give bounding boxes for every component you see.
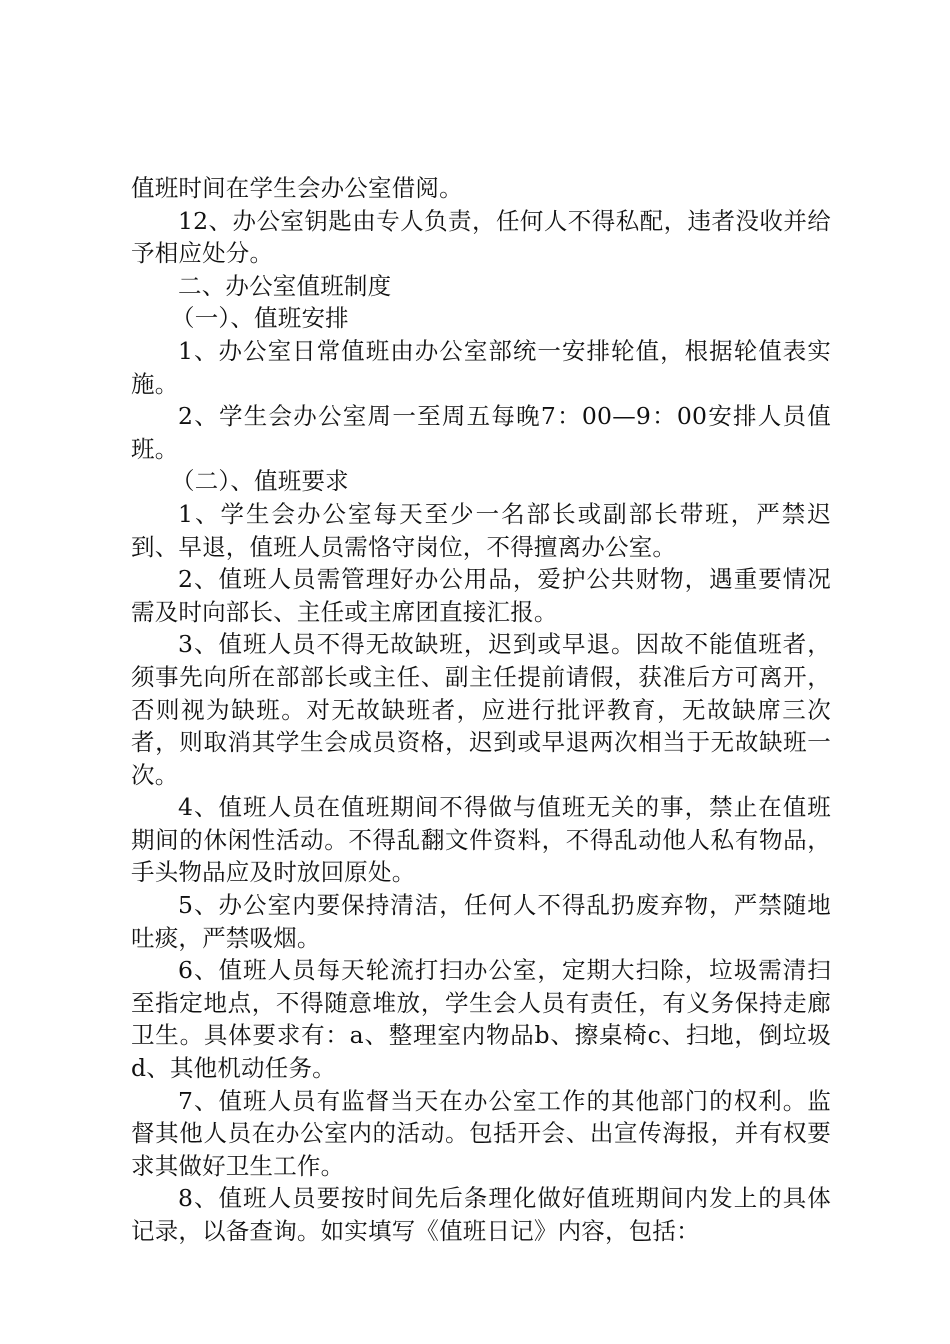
document-body xyxy=(131,172,831,1248)
paragraph-requirement-1: 1、学生会办公室每天至少一名部长或副部长带班，严禁迟到、早退，值班人员需恪守岗位，不得擅离办公室。 xyxy=(131,499,831,561)
paragraph-requirement-2: 2、值班人员需管理好办公用品，爱护公共财物，遇重要情况需及时向部长、主任或主席团直接汇报。 xyxy=(131,565,831,626)
paragraph-requirement-8: 8、值班人员要按时间先后条理化做好值班期间内发上的具体记录，以备查询。如实填写《值班日记》内容，包括： xyxy=(131,1184,831,1245)
section-heading-duty-system: 二、办公室值班制度 xyxy=(178,271,392,300)
subsection-heading-requirements: （二）、值班要求 xyxy=(171,467,349,496)
paragraph-requirement-3: 3、值班人员不得无故缺班，迟到或早退。因故不能值班者，须事先向所在部部长或主任、副主任提前请假，获准后方可离开，否则视为缺班。对无故缺班者，应进行批评教育，无故缺席三次者，则取消其学生会成员资格，迟到或早退两次相当于无故缺班一次。 xyxy=(131,630,831,789)
paragraph-continuation: 值班时间在学生会办公室借阅。 xyxy=(131,174,463,202)
subsection-heading-arrangement: （一）、值班安排 xyxy=(171,304,349,333)
paragraph-arrangement-2: 2、学生会办公室周一至周五每晚7：00—9：00安排人员值班。 xyxy=(131,402,831,463)
paragraph-item-12: 12、办公室钥匙由专人负责，任何人不得私配，违者没收并给予相应处分。 xyxy=(131,206,831,268)
paragraph-requirement-6: 6、值班人员每天轮流打扫办公室，定期大扫除，垃圾需清扫至指定地点，不得随意堆放，学生会人员有责任，有义务保持走廊卫生。具体要求有：a、整理室内物品b、擦桌椅c、扫地，倒垃圾d、其他机动任务。 xyxy=(131,956,831,1083)
paragraph-requirement-7: 7、值班人员有监督当天在办公室工作的其他部门的权利。监督其他人员在办公室内的活动。包括开会、出宣传海报，并有权要求其做好卫生工作。 xyxy=(131,1086,831,1180)
paragraph-requirement-5: 5、办公室内要保持清洁，任何人不得乱扔废弃物，严禁随地吐痰，严禁吸烟。 xyxy=(131,891,831,952)
paragraph-requirement-4: 4、值班人员在值班期间不得做与值班无关的事，禁止在值班期间的休闲性活动。不得乱翻文件资料，不得乱动他人私有物品，手头物品应及时放回原处。 xyxy=(131,793,831,887)
paragraph-arrangement-1: 1、办公室日常值班由办公室部统一安排轮值，根据轮值表实施。 xyxy=(131,336,831,398)
